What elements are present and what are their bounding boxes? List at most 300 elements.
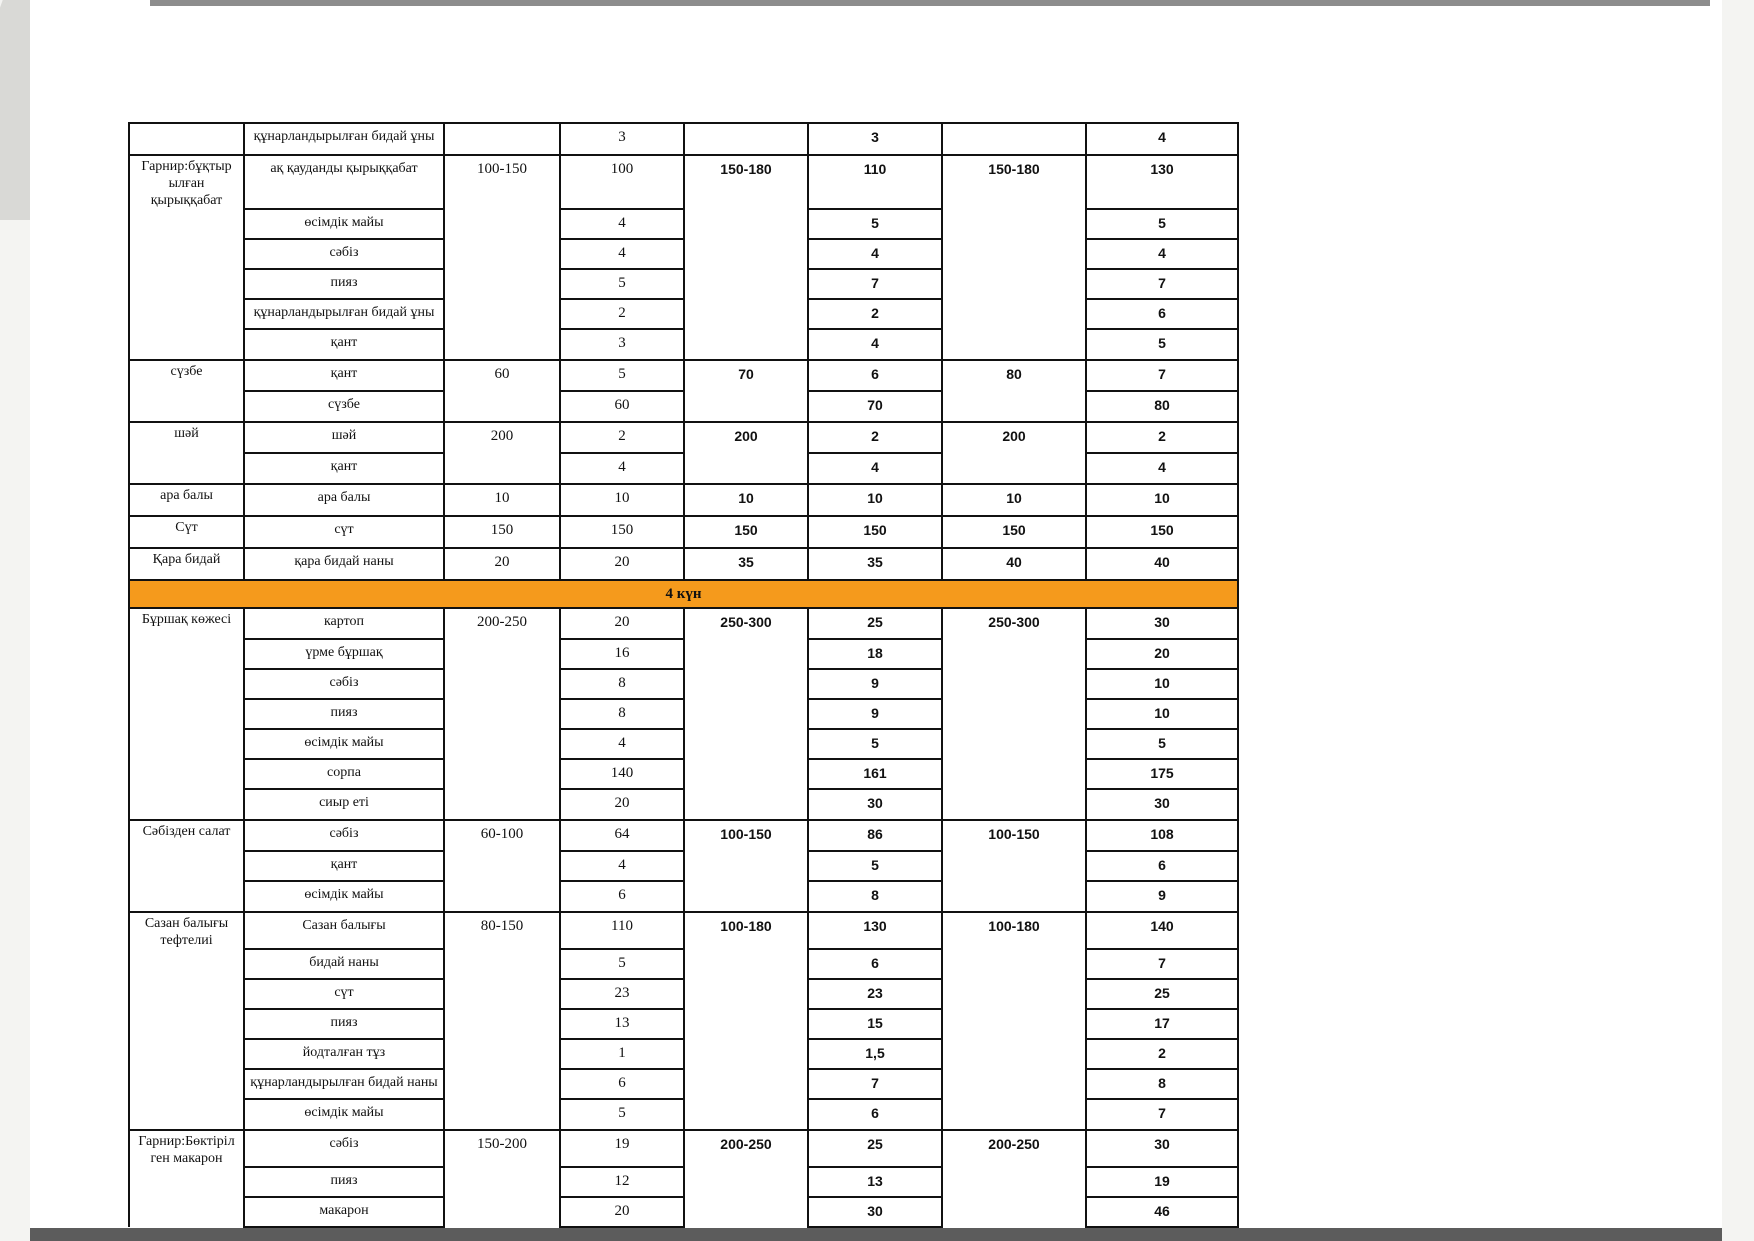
ingredient-cell: пияз bbox=[244, 269, 444, 299]
amount-cell-1: 8 bbox=[560, 669, 684, 699]
norm-cell-3 bbox=[942, 1167, 1086, 1197]
amount-cell-1: 4 bbox=[560, 209, 684, 239]
ingredient-cell: сүт bbox=[244, 516, 444, 548]
norm-cell-3 bbox=[942, 123, 1086, 155]
amount-cell-1: 20 bbox=[560, 789, 684, 820]
norm-cell-3 bbox=[942, 759, 1086, 789]
ingredient-cell: бидай наны bbox=[244, 949, 444, 979]
norm-cell-2 bbox=[684, 329, 808, 360]
ingredient-cell: сәбіз bbox=[244, 820, 444, 851]
table-row bbox=[129, 329, 1238, 360]
norm-cell-1 bbox=[444, 1099, 560, 1130]
table-body-top bbox=[129, 123, 1238, 580]
table-row bbox=[129, 851, 1238, 881]
amount-cell-1: 1 bbox=[560, 1039, 684, 1069]
norm-cell-2: 200-250 bbox=[684, 1130, 808, 1167]
amount-cell-1: 12 bbox=[560, 1167, 684, 1197]
table-row bbox=[129, 548, 1238, 580]
amount-cell-1: 140 bbox=[560, 759, 684, 789]
amount-cell-3: 130 bbox=[1086, 155, 1238, 209]
norm-cell-1 bbox=[444, 123, 560, 155]
ingredient-cell: сәбіз bbox=[244, 1130, 444, 1167]
norm-cell-3 bbox=[942, 699, 1086, 729]
amount-cell-2: 6 bbox=[808, 949, 942, 979]
norm-cell-1 bbox=[444, 453, 560, 484]
table-row bbox=[129, 729, 1238, 759]
amount-cell-3: 80 bbox=[1086, 391, 1238, 422]
norm-cell-2 bbox=[684, 1197, 808, 1227]
table-row bbox=[129, 360, 1238, 391]
table-row bbox=[129, 639, 1238, 669]
norm-cell-3 bbox=[942, 1069, 1086, 1099]
table-row bbox=[129, 516, 1238, 548]
amount-cell-1: 2 bbox=[560, 299, 684, 329]
norm-cell-2 bbox=[684, 979, 808, 1009]
norm-cell-1 bbox=[444, 1197, 560, 1227]
amount-cell-2: 13 bbox=[808, 1167, 942, 1197]
table-row bbox=[129, 912, 1238, 949]
norm-cell-3 bbox=[942, 669, 1086, 699]
amount-cell-2: 7 bbox=[808, 269, 942, 299]
norm-cell-2 bbox=[684, 1099, 808, 1130]
amount-cell-3: 10 bbox=[1086, 484, 1238, 516]
amount-cell-1: 60 bbox=[560, 391, 684, 422]
amount-cell-2: 70 bbox=[808, 391, 942, 422]
amount-cell-2: 4 bbox=[808, 329, 942, 360]
amount-cell-2: 9 bbox=[808, 669, 942, 699]
ingredient-cell: картоп bbox=[244, 608, 444, 639]
table-row bbox=[129, 608, 1238, 639]
ingredient-cell: сүзбе bbox=[244, 391, 444, 422]
table-row bbox=[129, 484, 1238, 516]
amount-cell-2: 9 bbox=[808, 699, 942, 729]
amount-cell-3: 7 bbox=[1086, 1099, 1238, 1130]
norm-cell-2: 200 bbox=[684, 422, 808, 453]
ingredient-cell: құнарландырылған бидай ұны bbox=[244, 123, 444, 155]
ingredient-cell: Сазан балығы bbox=[244, 912, 444, 949]
ingredient-cell: үрме бұршақ bbox=[244, 639, 444, 669]
norm-cell-1 bbox=[444, 729, 560, 759]
table-row bbox=[129, 1099, 1238, 1130]
norm-cell-2 bbox=[684, 669, 808, 699]
norm-cell-3 bbox=[942, 1009, 1086, 1039]
amount-cell-3: 175 bbox=[1086, 759, 1238, 789]
amount-cell-1: 20 bbox=[560, 608, 684, 639]
norm-cell-2 bbox=[684, 759, 808, 789]
norm-cell-1 bbox=[444, 1167, 560, 1197]
dish-name-cell: Сазан балығы тефтелиі bbox=[129, 912, 244, 949]
ingredient-cell: өсімдік майы bbox=[244, 1099, 444, 1130]
ingredient-cell: сәбіз bbox=[244, 239, 444, 269]
norm-cell-3 bbox=[942, 1099, 1086, 1130]
norm-cell-3: 150 bbox=[942, 516, 1086, 548]
amount-cell-3: 8 bbox=[1086, 1069, 1238, 1099]
amount-cell-2: 2 bbox=[808, 299, 942, 329]
table-row bbox=[129, 422, 1238, 453]
norm-cell-2 bbox=[684, 391, 808, 422]
norm-cell-3 bbox=[942, 949, 1086, 979]
table-row bbox=[129, 1069, 1238, 1099]
norm-cell-2 bbox=[684, 209, 808, 239]
amount-cell-3: 17 bbox=[1086, 1009, 1238, 1039]
norm-cell-3 bbox=[942, 209, 1086, 239]
amount-cell-2: 25 bbox=[808, 608, 942, 639]
dish-name-cell bbox=[129, 669, 244, 699]
amount-cell-2: 10 bbox=[808, 484, 942, 516]
amount-cell-3: 10 bbox=[1086, 669, 1238, 699]
norm-cell-1 bbox=[444, 789, 560, 820]
dish-name-cell bbox=[129, 1039, 244, 1069]
page-top-edge bbox=[150, 0, 1710, 6]
amount-cell-2: 6 bbox=[808, 360, 942, 391]
norm-cell-2 bbox=[684, 699, 808, 729]
dish-name-cell bbox=[129, 209, 244, 239]
dish-name-cell bbox=[129, 759, 244, 789]
table-row bbox=[129, 1167, 1238, 1197]
norm-cell-2 bbox=[684, 881, 808, 912]
dish-name-cell bbox=[129, 299, 244, 329]
amount-cell-2: 5 bbox=[808, 209, 942, 239]
ingredient-cell: қант bbox=[244, 329, 444, 360]
dish-name-cell bbox=[129, 699, 244, 729]
norm-cell-2 bbox=[684, 453, 808, 484]
dish-name-cell bbox=[129, 391, 244, 422]
norm-cell-1: 10 bbox=[444, 484, 560, 516]
norm-cell-2: 250-300 bbox=[684, 608, 808, 639]
amount-cell-3: 10 bbox=[1086, 699, 1238, 729]
norm-cell-2 bbox=[684, 1167, 808, 1197]
ingredient-cell: пияз bbox=[244, 1009, 444, 1039]
table-row bbox=[129, 949, 1238, 979]
norm-cell-2 bbox=[684, 949, 808, 979]
amount-cell-3: 4 bbox=[1086, 123, 1238, 155]
amount-cell-1: 5 bbox=[560, 360, 684, 391]
amount-cell-1: 3 bbox=[560, 329, 684, 360]
ingredient-cell: сәбіз bbox=[244, 669, 444, 699]
ingredient-cell: сорпа bbox=[244, 759, 444, 789]
norm-cell-1 bbox=[444, 269, 560, 299]
amount-cell-3: 30 bbox=[1086, 1130, 1238, 1167]
norm-cell-2: 70 bbox=[684, 360, 808, 391]
amount-cell-1: 23 bbox=[560, 979, 684, 1009]
table-row bbox=[129, 1130, 1238, 1167]
table-row bbox=[129, 1039, 1238, 1069]
norm-cell-3: 150-180 bbox=[942, 155, 1086, 209]
norm-cell-1 bbox=[444, 949, 560, 979]
amount-cell-3: 25 bbox=[1086, 979, 1238, 1009]
ingredient-cell: шәй bbox=[244, 422, 444, 453]
dish-name-cell bbox=[129, 453, 244, 484]
norm-cell-2 bbox=[684, 1039, 808, 1069]
table-row bbox=[129, 391, 1238, 422]
dish-name-cell bbox=[129, 1069, 244, 1099]
amount-cell-2: 110 bbox=[808, 155, 942, 209]
norm-cell-2 bbox=[684, 299, 808, 329]
table-row bbox=[129, 209, 1238, 239]
table-row bbox=[129, 881, 1238, 912]
amount-cell-3: 5 bbox=[1086, 209, 1238, 239]
dish-name-cell: сүзбе bbox=[129, 360, 244, 391]
table-row bbox=[129, 979, 1238, 1009]
amount-cell-2: 161 bbox=[808, 759, 942, 789]
norm-cell-1 bbox=[444, 209, 560, 239]
norm-cell-2: 100-150 bbox=[684, 820, 808, 851]
norm-cell-1 bbox=[444, 851, 560, 881]
table-row bbox=[129, 1197, 1238, 1227]
amount-cell-2: 25 bbox=[808, 1130, 942, 1167]
dish-name-cell bbox=[129, 979, 244, 1009]
amount-cell-3: 7 bbox=[1086, 360, 1238, 391]
norm-cell-3: 80 bbox=[942, 360, 1086, 391]
amount-cell-3: 7 bbox=[1086, 949, 1238, 979]
norm-cell-3: 100-150 bbox=[942, 820, 1086, 851]
amount-cell-1: 19 bbox=[560, 1130, 684, 1167]
ingredient-cell: қант bbox=[244, 851, 444, 881]
dish-name-cell bbox=[129, 1197, 244, 1227]
amount-cell-1: 16 bbox=[560, 639, 684, 669]
norm-cell-1: 200-250 bbox=[444, 608, 560, 639]
dish-name-cell bbox=[129, 729, 244, 759]
norm-cell-3 bbox=[942, 881, 1086, 912]
amount-cell-2: 5 bbox=[808, 729, 942, 759]
dish-name-cell: Гарнир:Бөктіріл ген макарон bbox=[129, 1130, 244, 1167]
table-row bbox=[129, 239, 1238, 269]
norm-cell-2: 100-180 bbox=[684, 912, 808, 949]
menu-table bbox=[128, 122, 1239, 1228]
amount-cell-1: 6 bbox=[560, 1069, 684, 1099]
table-row bbox=[129, 669, 1238, 699]
norm-cell-3 bbox=[942, 979, 1086, 1009]
table-row bbox=[129, 699, 1238, 729]
amount-cell-3: 4 bbox=[1086, 239, 1238, 269]
dish-name-cell bbox=[129, 123, 244, 155]
norm-cell-1: 80-150 bbox=[444, 912, 560, 949]
amount-cell-3: 20 bbox=[1086, 639, 1238, 669]
amount-cell-2: 35 bbox=[808, 548, 942, 580]
table-row bbox=[129, 759, 1238, 789]
norm-cell-3 bbox=[942, 729, 1086, 759]
amount-cell-3: 2 bbox=[1086, 422, 1238, 453]
norm-cell-3: 200-250 bbox=[942, 1130, 1086, 1167]
norm-cell-1 bbox=[444, 1069, 560, 1099]
page-bottom-edge bbox=[30, 1228, 1722, 1241]
norm-cell-1 bbox=[444, 699, 560, 729]
norm-cell-2 bbox=[684, 729, 808, 759]
norm-cell-3 bbox=[942, 851, 1086, 881]
day-separator bbox=[129, 580, 1238, 608]
amount-cell-1: 5 bbox=[560, 949, 684, 979]
table-row bbox=[129, 123, 1238, 155]
ingredient-cell: өсімдік майы bbox=[244, 729, 444, 759]
dish-name-cell bbox=[129, 881, 244, 912]
norm-cell-1: 20 bbox=[444, 548, 560, 580]
amount-cell-3: 150 bbox=[1086, 516, 1238, 548]
norm-cell-3: 250-300 bbox=[942, 608, 1086, 639]
table-body-bottom bbox=[129, 608, 1238, 1227]
amount-cell-3: 6 bbox=[1086, 851, 1238, 881]
amount-cell-3: 4 bbox=[1086, 453, 1238, 484]
amount-cell-2: 30 bbox=[808, 1197, 942, 1227]
norm-cell-3 bbox=[942, 1197, 1086, 1227]
dish-name-cell bbox=[129, 329, 244, 360]
day-row bbox=[129, 580, 1238, 608]
amount-cell-3: 46 bbox=[1086, 1197, 1238, 1227]
norm-cell-1: 200 bbox=[444, 422, 560, 453]
amount-cell-2: 86 bbox=[808, 820, 942, 851]
dish-name-cell bbox=[129, 639, 244, 669]
amount-cell-1: 64 bbox=[560, 820, 684, 851]
table-row bbox=[129, 299, 1238, 329]
norm-cell-1 bbox=[444, 391, 560, 422]
amount-cell-1: 5 bbox=[560, 1099, 684, 1130]
amount-cell-1: 3 bbox=[560, 123, 684, 155]
amount-cell-1: 20 bbox=[560, 1197, 684, 1227]
amount-cell-3: 30 bbox=[1086, 608, 1238, 639]
norm-cell-3: 10 bbox=[942, 484, 1086, 516]
amount-cell-1: 20 bbox=[560, 548, 684, 580]
dish-name-cell: Қара бидай bbox=[129, 548, 244, 580]
norm-cell-2 bbox=[684, 239, 808, 269]
amount-cell-1: 6 bbox=[560, 881, 684, 912]
amount-cell-2: 15 bbox=[808, 1009, 942, 1039]
amount-cell-2: 150 bbox=[808, 516, 942, 548]
norm-cell-1 bbox=[444, 1039, 560, 1069]
ingredient-cell: ақ қауданды қырыққабат bbox=[244, 155, 444, 209]
norm-cell-1 bbox=[444, 669, 560, 699]
norm-cell-2: 150 bbox=[684, 516, 808, 548]
norm-cell-2 bbox=[684, 789, 808, 820]
amount-cell-2: 4 bbox=[808, 453, 942, 484]
norm-cell-2: 150-180 bbox=[684, 155, 808, 209]
amount-cell-2: 6 bbox=[808, 1099, 942, 1130]
amount-cell-2: 23 bbox=[808, 979, 942, 1009]
table-row bbox=[129, 789, 1238, 820]
table-row bbox=[129, 453, 1238, 484]
table-row bbox=[129, 269, 1238, 299]
amount-cell-1: 5 bbox=[560, 269, 684, 299]
norm-cell-3 bbox=[942, 453, 1086, 484]
norm-cell-3 bbox=[942, 239, 1086, 269]
norm-cell-3 bbox=[942, 789, 1086, 820]
amount-cell-3: 140 bbox=[1086, 912, 1238, 949]
norm-cell-1: 100-150 bbox=[444, 155, 560, 209]
dish-name-cell bbox=[129, 851, 244, 881]
norm-cell-2: 35 bbox=[684, 548, 808, 580]
norm-cell-3 bbox=[942, 329, 1086, 360]
norm-cell-3: 200 bbox=[942, 422, 1086, 453]
norm-cell-1 bbox=[444, 239, 560, 269]
dish-name-cell bbox=[129, 1099, 244, 1130]
amount-cell-3: 5 bbox=[1086, 729, 1238, 759]
table-row bbox=[129, 1009, 1238, 1039]
ingredient-cell: құнарландырылған бидай ұны bbox=[244, 299, 444, 329]
amount-cell-2: 130 bbox=[808, 912, 942, 949]
ingredient-cell: ара балы bbox=[244, 484, 444, 516]
norm-cell-2 bbox=[684, 1009, 808, 1039]
amount-cell-1: 13 bbox=[560, 1009, 684, 1039]
norm-cell-1 bbox=[444, 299, 560, 329]
norm-cell-1: 60 bbox=[444, 360, 560, 391]
amount-cell-2: 3 bbox=[808, 123, 942, 155]
amount-cell-2: 7 bbox=[808, 1069, 942, 1099]
ingredient-cell: пияз bbox=[244, 699, 444, 729]
ingredient-cell: сиыр еті bbox=[244, 789, 444, 820]
norm-cell-2 bbox=[684, 851, 808, 881]
table-row bbox=[129, 155, 1238, 209]
dish-name-cell bbox=[129, 789, 244, 820]
norm-cell-3 bbox=[942, 391, 1086, 422]
norm-cell-2: 10 bbox=[684, 484, 808, 516]
amount-cell-3: 30 bbox=[1086, 789, 1238, 820]
norm-cell-2 bbox=[684, 639, 808, 669]
norm-cell-2 bbox=[684, 123, 808, 155]
ingredient-cell: йодталған тұз bbox=[244, 1039, 444, 1069]
amount-cell-2: 8 bbox=[808, 881, 942, 912]
table-row bbox=[129, 820, 1238, 851]
dish-name-cell: ара балы bbox=[129, 484, 244, 516]
dish-name-cell: Сәбізден салат bbox=[129, 820, 244, 851]
amount-cell-1: 4 bbox=[560, 453, 684, 484]
dish-name-cell bbox=[129, 269, 244, 299]
amount-cell-2: 2 bbox=[808, 422, 942, 453]
dish-name-cell: Бұршақ көжесі bbox=[129, 608, 244, 639]
amount-cell-1: 2 bbox=[560, 422, 684, 453]
amount-cell-1: 4 bbox=[560, 729, 684, 759]
norm-cell-1 bbox=[444, 1009, 560, 1039]
ingredient-cell: қара бидай наны bbox=[244, 548, 444, 580]
amount-cell-2: 30 bbox=[808, 789, 942, 820]
amount-cell-3: 2 bbox=[1086, 1039, 1238, 1069]
norm-cell-1 bbox=[444, 639, 560, 669]
ingredient-cell: құнарландырылған бидай наны bbox=[244, 1069, 444, 1099]
norm-cell-1 bbox=[444, 329, 560, 360]
amount-cell-3: 40 bbox=[1086, 548, 1238, 580]
norm-cell-1 bbox=[444, 881, 560, 912]
norm-cell-1: 150-200 bbox=[444, 1130, 560, 1167]
dish-name-cell: Гарнир:бұқтыр ылған қырыққабат bbox=[129, 155, 244, 209]
amount-cell-1: 8 bbox=[560, 699, 684, 729]
ingredient-cell: макарон bbox=[244, 1197, 444, 1227]
ingredient-cell: қант bbox=[244, 453, 444, 484]
amount-cell-1: 4 bbox=[560, 239, 684, 269]
amount-cell-1: 10 bbox=[560, 484, 684, 516]
amount-cell-2: 1,5 bbox=[808, 1039, 942, 1069]
amount-cell-3: 6 bbox=[1086, 299, 1238, 329]
norm-cell-1 bbox=[444, 979, 560, 1009]
amount-cell-2: 18 bbox=[808, 639, 942, 669]
dish-name-cell: шәй bbox=[129, 422, 244, 453]
norm-cell-2 bbox=[684, 1069, 808, 1099]
ingredient-cell: қант bbox=[244, 360, 444, 391]
norm-cell-2 bbox=[684, 269, 808, 299]
dish-name-cell: Сүт bbox=[129, 516, 244, 548]
amount-cell-3: 9 bbox=[1086, 881, 1238, 912]
dish-name-cell bbox=[129, 239, 244, 269]
ingredient-cell: сүт bbox=[244, 979, 444, 1009]
norm-cell-1 bbox=[444, 759, 560, 789]
amount-cell-2: 4 bbox=[808, 239, 942, 269]
amount-cell-1: 150 bbox=[560, 516, 684, 548]
ingredient-cell: өсімдік майы bbox=[244, 881, 444, 912]
norm-cell-3 bbox=[942, 1039, 1086, 1069]
dish-name-cell bbox=[129, 1009, 244, 1039]
ingredient-cell: пияз bbox=[244, 1167, 444, 1197]
dish-name-cell bbox=[129, 949, 244, 979]
amount-cell-3: 5 bbox=[1086, 329, 1238, 360]
amount-cell-3: 19 bbox=[1086, 1167, 1238, 1197]
amount-cell-1: 4 bbox=[560, 851, 684, 881]
amount-cell-1: 110 bbox=[560, 912, 684, 949]
